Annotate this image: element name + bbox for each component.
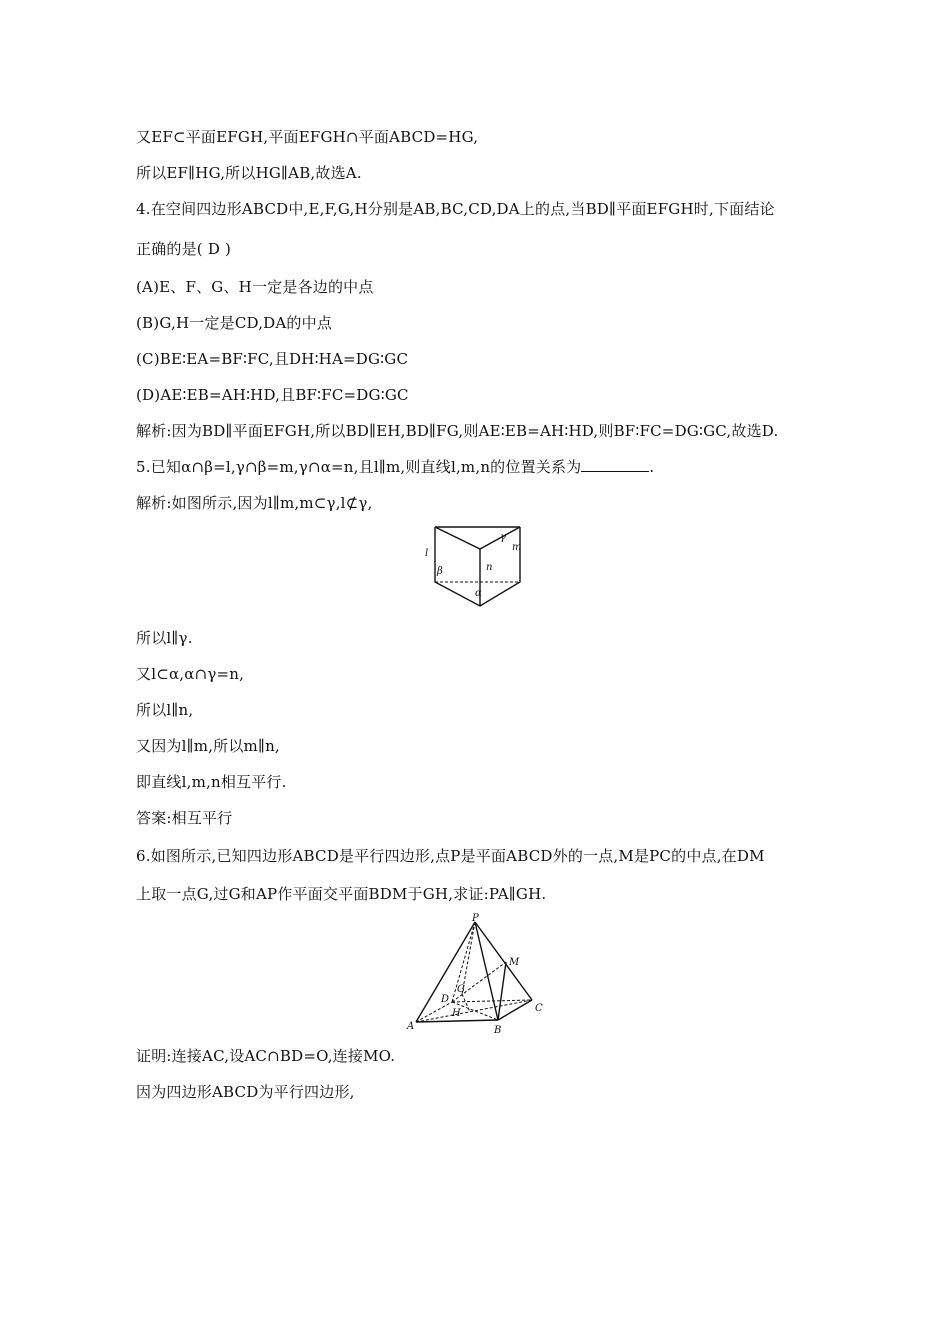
proof-6: 证明:连接AC,设AC∩BD=O,连接MO. [136, 1047, 396, 1065]
label-p: P [472, 913, 479, 924]
text-line: 所以l∥γ. [136, 629, 193, 647]
answer-5: 答案:相互平行 [136, 809, 233, 827]
label-alpha: α [475, 588, 482, 599]
pyramid-figure [400, 912, 550, 1042]
question-5-stem [136, 457, 654, 477]
label-beta: β [437, 566, 443, 577]
question-5-text: 5.已知α∩β=l,γ∩β=m,γ∩α=n,且l∥m,则直线l,m,n的位置关系为 [136, 458, 582, 476]
solution-5: 解析:如图所示,因为l∥m,m⊂γ,l⊄γ, [136, 494, 373, 512]
question-5-end: . [649, 458, 655, 476]
text-line: 即直线l,m,n相互平行. [136, 773, 287, 791]
label-d: D [441, 994, 450, 1005]
proof-6-cont: 因为四边形ABCD为平行四边形, [136, 1083, 355, 1101]
label-m: m [512, 542, 522, 553]
label-h: H [452, 1008, 461, 1019]
option-a: (A)E、F、G、H一定是各边的中点 [136, 278, 374, 296]
label-b: B [494, 1025, 502, 1036]
answer-blank [581, 457, 649, 472]
label-l: l [425, 548, 429, 559]
question-6-stem: 6.如图所示,已知四边形ABCD是平行四边形,点P是平面ABCD外的一点,M是PC的中点,在DM [136, 847, 765, 865]
option-c: (C)BE∶EA=BF∶FC,且DH∶HA=DG∶GC [136, 350, 409, 368]
text-line: 又因为l∥m,所以m∥n, [136, 737, 280, 755]
solution-4: 解析:因为BD∥平面EFGH,所以BD∥EH,BD∥FG,则AE∶EB=AH∶HD,则BF∶FC=DG∶GC,故选D. [136, 422, 779, 440]
prism-figure [420, 522, 530, 612]
text-line: 又EF⊂平面EFGH,平面EFGH∩平面ABCD=HG, [136, 128, 479, 146]
label-gamma: γ [500, 532, 506, 543]
text-line: 所以l∥n, [136, 701, 194, 719]
option-d: (D)AE∶EB=AH∶HD,且BF∶FC=DG∶GC [136, 386, 409, 404]
text-line: 又l⊂α,α∩γ=n, [136, 665, 245, 683]
question-4-stem: 4.在空间四边形ABCD中,E,F,G,H分别是AB,BC,CD,DA上的点,当BD∥平面EFGH时,下面结论 [136, 200, 775, 218]
label-n: n [486, 562, 493, 573]
label-c: C [535, 1003, 543, 1014]
question-6-stem-cont: 上取一点G,过G和AP作平面交平面BDM于GH,求证:PA∥GH. [136, 885, 547, 903]
option-b: (B)G,H一定是CD,DA的中点 [136, 314, 333, 332]
question-4-stem-cont: 正确的是( D ) [136, 240, 232, 258]
label-m: M [509, 957, 520, 968]
label-g: G [457, 984, 465, 995]
text-line: 所以EF∥HG,所以HG∥AB,故选A. [136, 164, 362, 182]
label-a: A [407, 1021, 415, 1032]
